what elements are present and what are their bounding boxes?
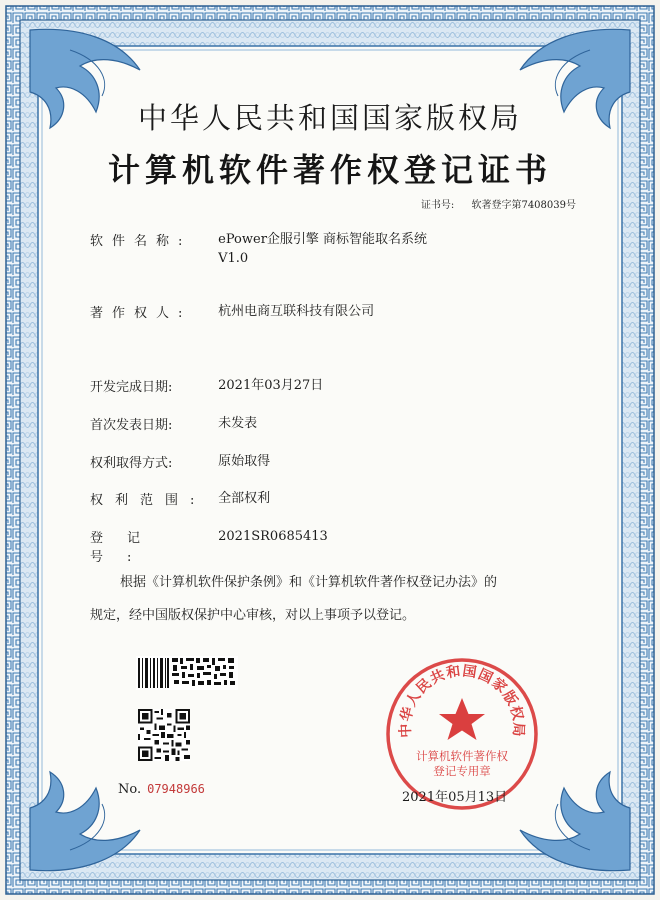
scope-value: 全部权利 bbox=[218, 491, 271, 506]
certificate-number bbox=[421, 196, 576, 211]
field-completion-date bbox=[90, 376, 323, 395]
software-name-label: 软件名称: bbox=[90, 234, 192, 249]
statement-line-2: 规定，经中国版权保护中心审核，对以上事项予以登记。 bbox=[90, 608, 416, 623]
serial-number-label: No. bbox=[118, 782, 142, 797]
certificate-number-label: 证书号: bbox=[420, 200, 455, 211]
field-first-publish bbox=[90, 414, 257, 433]
certificate-number-value: 软著登字第7408039号 bbox=[471, 200, 576, 211]
first-publish-label: 首次发表日期: bbox=[90, 418, 173, 433]
barcode bbox=[136, 656, 238, 690]
completion-date-value: 2021年03月27日 bbox=[218, 378, 324, 393]
registration-statement bbox=[90, 566, 590, 632]
acquisition-label: 权利取得方式: bbox=[90, 456, 173, 471]
registration-number-value: 2021SR0685413 bbox=[218, 529, 328, 544]
owner-value: 杭州电商互联科技有限公司 bbox=[218, 304, 375, 319]
serial-number-value: 07948966 bbox=[147, 782, 205, 796]
registration-number-label: 登记号: bbox=[90, 531, 165, 565]
owner-label: 著作权人: bbox=[90, 306, 192, 321]
field-registration-number bbox=[90, 527, 328, 565]
acquisition-value: 原始取得 bbox=[218, 454, 271, 469]
field-acquisition bbox=[90, 452, 270, 471]
software-name-line2: V1.0 bbox=[218, 251, 249, 266]
seal-inner-line-2: 登记专用章 bbox=[433, 764, 491, 778]
field-software-name bbox=[90, 230, 427, 268]
qr-code bbox=[138, 709, 190, 761]
completion-date-label: 开发完成日期: bbox=[90, 380, 173, 395]
statement-line-1: 根据《计算机软件保护条例》和《计算机软件著作权登记办法》的 bbox=[120, 575, 498, 590]
seal-inner-line-1: 计算机软件著作权 bbox=[416, 749, 508, 763]
issuing-authority: 中华人民共和国国家版权局 bbox=[137, 101, 522, 135]
software-name-line1: ePower企服引擎 商标智能取名系统 bbox=[218, 232, 428, 247]
first-publish-value: 未发表 bbox=[218, 416, 258, 431]
seal-outer-text: 中华人民共和国国家版权局 bbox=[397, 663, 527, 738]
field-owner bbox=[90, 302, 374, 321]
certificate-title: 计算机软件著作权登记证书 bbox=[107, 151, 552, 189]
software-name-value bbox=[218, 230, 427, 268]
issue-date: 2021年05月13日 bbox=[402, 790, 508, 805]
scope-label: 权利范围: bbox=[90, 493, 207, 508]
field-scope bbox=[90, 489, 270, 508]
seal-star-icon bbox=[439, 698, 485, 740]
serial-number bbox=[118, 782, 205, 797]
